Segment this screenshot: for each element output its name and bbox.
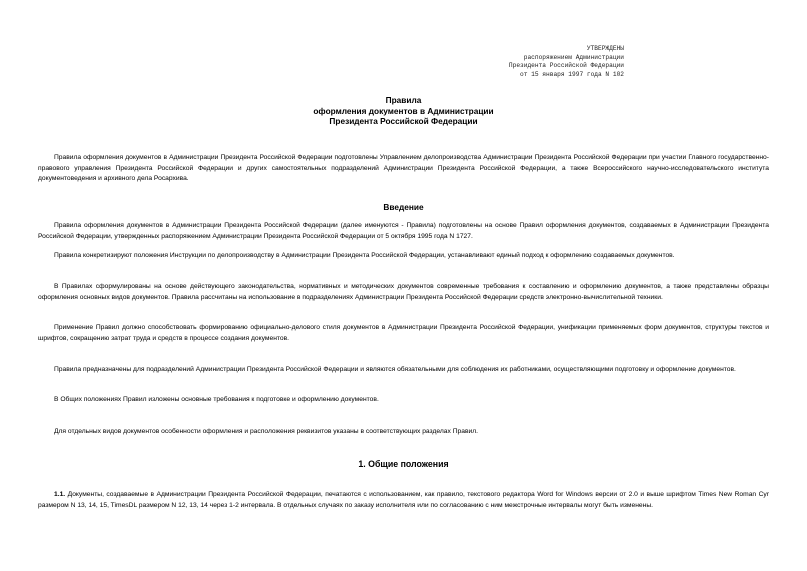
- paragraph: Правила конкретизируют положения Инструкции по делопроизводству в Администрации Президента Российской Федерации, устанавливают единый подход к оформлению создаваемых документов.: [54, 252, 675, 259]
- document-title: [0, 95, 807, 127]
- approval-line: от 15 января 1997 года N 102: [520, 70, 624, 78]
- approval-line: распоряжением Администрации: [523, 53, 624, 61]
- paragraph: Правила предназначены для подразделений Администрации Президента Российской Федерации и являются обязательными для соблюдения их работниками, осуществляющими подготовку и оформление документов.: [54, 366, 736, 373]
- item-number: 1.1.: [54, 491, 66, 498]
- paragraph: Применение Правил должно способствовать формированию официально-делового стиля документов в Администрации Президента Российской Федерации, унификации применяемых форм документов, структуры текстов и шрифтов, сокращению затрат труда и средств в процессе создания документов.: [38, 324, 769, 342]
- title-line: оформления документов в Администрации: [313, 105, 494, 116]
- approval-line: Президента Российской Федерации: [508, 62, 624, 70]
- approval-stamp: [496, 45, 624, 79]
- section-heading-introduction: Введение: [383, 202, 424, 212]
- intro-paragraph: Правила оформления документов в Администрации Президента Российской Федерации подготовлены Управлением делопроизводства Администрации Президента Российской Федерации при участии Главного государственно-правового управления Президента Российской Федерации и других самостоятельных подразделений Администрации Президента Российской Федерации, а также Всероссийского научно-исследовательского института документоведения и архивного дела Росархива.: [38, 154, 769, 183]
- numbered-paragraph: [38, 490, 769, 511]
- paragraph: В Правилах сформулированы на основе действующего законодательства, нормативных и методических документов современные требования к составлению и оформлению документов, а также представлены образцы оформления основных видов документов. Правила рассчитаны на использование в подразделениях Администрации Президента Российской Федерации средств электронно-вычислительной техники.: [38, 283, 769, 301]
- paragraph: В Общих положениях Правил изложены основные требования к подготовке и оформлению документов.: [54, 396, 379, 403]
- title-line: Президента Российской Федерации: [329, 116, 478, 126]
- approval-line: УТВЕРЖДЕНЫ: [586, 45, 624, 52]
- title-line: Правила: [385, 95, 422, 105]
- item-text: Документы, создаваемые в Администрации Президента Российской Федерации, печатаются с использованием, как правило, текстового редактора Word for Windows версии от 2.0 и выше шрифтом Times New Roman Cyr размером N 13, 14, 15, TimesDL размером N 12, 13, 14 через 1-2 интервала. В отдельных случаях по заказу исполнителя или по согласованию с ним межстрочные интервалы могут быть изменены.: [38, 491, 769, 509]
- paragraph: Для отдельных видов документов особенности оформления и расположения реквизитов указаны в соответствующих разделах Правил.: [54, 428, 478, 435]
- paragraph: Правила оформления документов в Администрации Президента Российской Федерации (далее именуются - Правила) подготовлены на основе Правил оформления документов, создаваемых в Администрации Президента Российской Федерации, утвержденных распоряжением Администрации Президента Российской Федерации от 5 октября 1995 года N 1727.: [38, 222, 769, 240]
- section-heading-general: 1. Общие положения: [358, 459, 449, 469]
